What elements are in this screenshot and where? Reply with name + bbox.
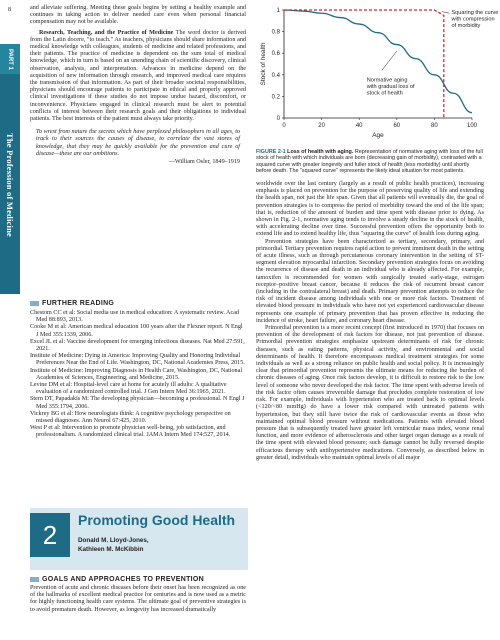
page-number: 8 — [8, 7, 11, 13]
chapter-title: Promoting Good Health — [78, 512, 236, 528]
right-column — [256, 181, 484, 462]
reference-item: Chestom CC et al: Social media use in medical education: A systematic review. Acad Med 88:893, 2013. — [30, 310, 240, 324]
research-heading: Research, Teaching, and the Practice of Medicine — [39, 29, 174, 36]
annotation-leader-normative — [382, 51, 397, 70]
further-reading-heading: FURTHER READING — [30, 300, 114, 307]
y-tick-label: 1 — [276, 8, 280, 14]
chapter-number: 2 — [30, 513, 70, 557]
goals-body: Prevention of acute and chronic diseases before their onset has been recognized as one of the hallmarks of excellent medical practice for centuries and is now used as a metric for highly functioning health care systems. The ultimate goal of preventive strategies is to avoid premature death. However, as longevity has increased dramatically — [30, 585, 246, 613]
x-tick-label: 80 — [431, 123, 438, 129]
research-body: The word doctor is derived from the Latin docere, "to teach." As teachers, physicians should share information and medical knowledge with colleagues, students of medicine and related professions, and their patients. The practice of medicine is dependent on the sum total of medical knowledge, which in turn is based on an unending chain of scientific discovery, clinical observation, analysis, and interpretation. Advances in medicine depend on the acquisition of new information through research, and improved medical care requires the transmission of that information. As part of their broader societal responsibilities, physicians should encourage patients to participate in ethical and properly approved clinical investigations if these studies do not impose undue hazard, discomfort, or inconvenience. Physicians engaged in clinical research must be alert to potential conflicts of interest between their research goals and their obligations to individual patients. The best interests of the patient must always take priority. — [30, 29, 246, 123]
caption-title: Loss of health with aging. — [287, 149, 354, 155]
goals-heading: GOALS AND APPROACHES TO PREVENTION — [30, 576, 204, 583]
reference-item: West P et al: Intervention to promote physician well-being, job satisfaction, and professionalism. A randomized clinical trial. JAMA Intern Med 174:527, 2014. — [30, 425, 231, 439]
epigraph-attribution: —William Osler, 1849–1919 — [168, 159, 240, 166]
annotation-squaring: Squaring the curve with compression of morbidity — [451, 10, 499, 30]
body-paragraph-3: Primordial prevention is a more recent concept (first introduced in 1970) that focuses on prevention of the development of risk factors for disease, not just prevention of disease. Primordial prevention strategies emphasize upstream determinants of risk for chronic diseases, such as eating patterns, physical activity, and environmental and social determinants of health. It therefore encompasses medical treatment strategies for some individuals as well as a strong reliance on public health and social policy. It is increasingly clear that primordial prevention represents the ultimate means for reducing the burden of chronic diseases of aging. Once risk factors develop, it is difficult to restore risk to the low level of someone who never developed the risk factor. The time spent with adverse levels of the risk factor often causes irreversible damage that precludes complete restoration of low risk. For example, individuals with hypertension who are treated back to optimal levels (<120/<80 mmHg) do have a lower risk compared with untreated patients with hypertension, but they still have twice the risk of cardiovascular events as those who maintained optimal blood pressure without medications. Patients with elevated blood pressure that is subsequently treated have greater left ventricular mass index, worse renal function, and more evidence of atherosclerosis and other target organ damage as a result of the time spent with elevated blood pressure; such damage cannot be fully reversed despite efficacious therapy with antihypertensive medications. Conversely, as described below in greater detail, individuals who maintain optimal levels of all major — [256, 325, 484, 461]
annotation-leader-squaring — [442, 12, 450, 14]
reference-item: Stern DT, Papadakis M: The developing physician—becoming a professional. N Engl J Med 355:1794, 2006. — [30, 396, 245, 410]
x-tick-label: 20 — [318, 123, 325, 129]
y-tick-label: 0 — [276, 116, 280, 122]
reference-item: Excel JL et al: Vaccine development for emerging infectious diseases. Nat Med 27:591, 2021. — [30, 338, 245, 353]
caption-body: Representation of normative aging with loss of the full stock of health with which individuals are born (decreasing gain of morbidity), contrasted with a squared curve with greater longevity and fuller stock of health (less morbidity) until shortly before death. The "squared curve" represents the likely ideal situation for most patients. — [256, 149, 483, 174]
x-tick-label: 40 — [355, 123, 363, 129]
reference-item: Institute of Medicine: Improving Diagnosis in Health Care, Washington, DC, National Academies of Sciences, Engineering, and Medicine, 2015. — [30, 367, 243, 381]
y-tick-label: 0.2 — [271, 94, 280, 101]
x-tick-label: 60 — [393, 123, 401, 129]
y-tick-label: 0.8 — [271, 29, 280, 36]
body-paragraph-1: worldwide over the last century (largely as a result of public health practices), increasing emphasis is placed on prevention for the purpose of preserving quality of life and extending the health span, not just the life span. Given that all patients will eventually die, the goal of prevention strategies is to compress the period of morbidity toward the end of the life span; that is, reduction of the amount of burden and time spent with disease prior to dying. As shown in Fig. 2-1, normative aging tends to involve a steady decline in the stock of health, with accelerating decline over time. Successful prevention offers the opportunity both to extend life and to extend healthy life, thus "squaring the curve" of health loss during aging. — [256, 181, 484, 238]
figure-2-1-chart — [256, 4, 499, 148]
chapter-author: Kathleen M. McKibbin — [78, 545, 144, 553]
reference-item: Institute of Medicine: Dying in America: Improving Quality and Honoring Individual Preferences Near the End of Life. Washington, DC, National Academies Press, 2015. — [30, 353, 245, 367]
reference-item: Vickrey BG et al: How neurologists think: A cognitive psychology perspective on missed diagnoses. Ann Neurol 67:425, 2010. — [30, 410, 231, 425]
x-axis-label: Age — [372, 132, 384, 139]
reference-list — [30, 310, 246, 440]
x-tick-label: 100 — [466, 123, 478, 129]
part-title: The Profession of Medicine — [5, 133, 15, 237]
y-axis-label: Stock of health — [260, 42, 267, 86]
y-tick-label: 0.6 — [271, 51, 280, 58]
left-column-upper — [30, 5, 246, 166]
body-paragraph-2: Prevention strategies have been characterized as tertiary, secondary, primary, and primordial. Tertiary prevention requires rapid action to prevent imminent death in the setting of acute illness, such as through percutaneous coronary intervention in the setting of ST-segment elevation myocardial infarction. Secondary prevention strategies focus on avoiding the recurrence of disease and death in an individual who is already affected. For example, tamoxifen is recommended for women with surgically treated early-stage, estrogen receptor–positive breast cancer, because it reduces the risk of recurrent breast cancer (including in the contralateral breast) and death. Primary prevention attempts to reduce the risk of incident disease among individuals with one or more risk factors. Treatment of elevated blood pressure in individuals who have not yet experienced cardiovascular disease represents one example of primary prevention that has proven effective in reducing the incidence of stroke, heart failure, and coronary heart disease. — [256, 238, 484, 324]
epigraph: To wrest from nature the secrets which have perplexed philosophers in all ages, to track to their sources the causes of disease, to correlate the vast stores of knowledge, that they may be quickly available for the prevention and cure of disease—these are our ambitions. — [36, 129, 240, 157]
annotation-normative: Normative aging with gradual loss of stock of health — [366, 77, 415, 97]
intro-paragraph: and alleviate suffering. Meeting these goals begins by setting a healthy example and continues in taking action to deliver needed care even when personal financial compensation may not be available. — [30, 5, 246, 26]
chapter-author: Donald M. Lloyd-Jones, — [78, 537, 149, 544]
reference-item: Cooke M et al: American medical education 100 years after the Flexner report. N Engl J Med 355:1339, 2006. — [30, 324, 243, 338]
chapter-authors — [78, 537, 149, 554]
section-marker-icon — [30, 301, 39, 306]
figure-caption — [256, 149, 484, 174]
caption-label: FIGURE 2-1 — [256, 149, 286, 155]
section-marker-icon — [30, 577, 39, 582]
part-label: PART 1 — [0, 44, 20, 74]
series-line-2 — [284, 10, 444, 118]
y-tick-label: 0.4 — [271, 72, 280, 79]
reference-item: Levine DM et al: Hospital-level care at home for acutely ill adults: A qualitative evaluation of a randomized controlled trial. J Gen Intern Med 36:1965, 2021. — [30, 382, 227, 396]
x-tick-label: 0 — [282, 123, 286, 129]
